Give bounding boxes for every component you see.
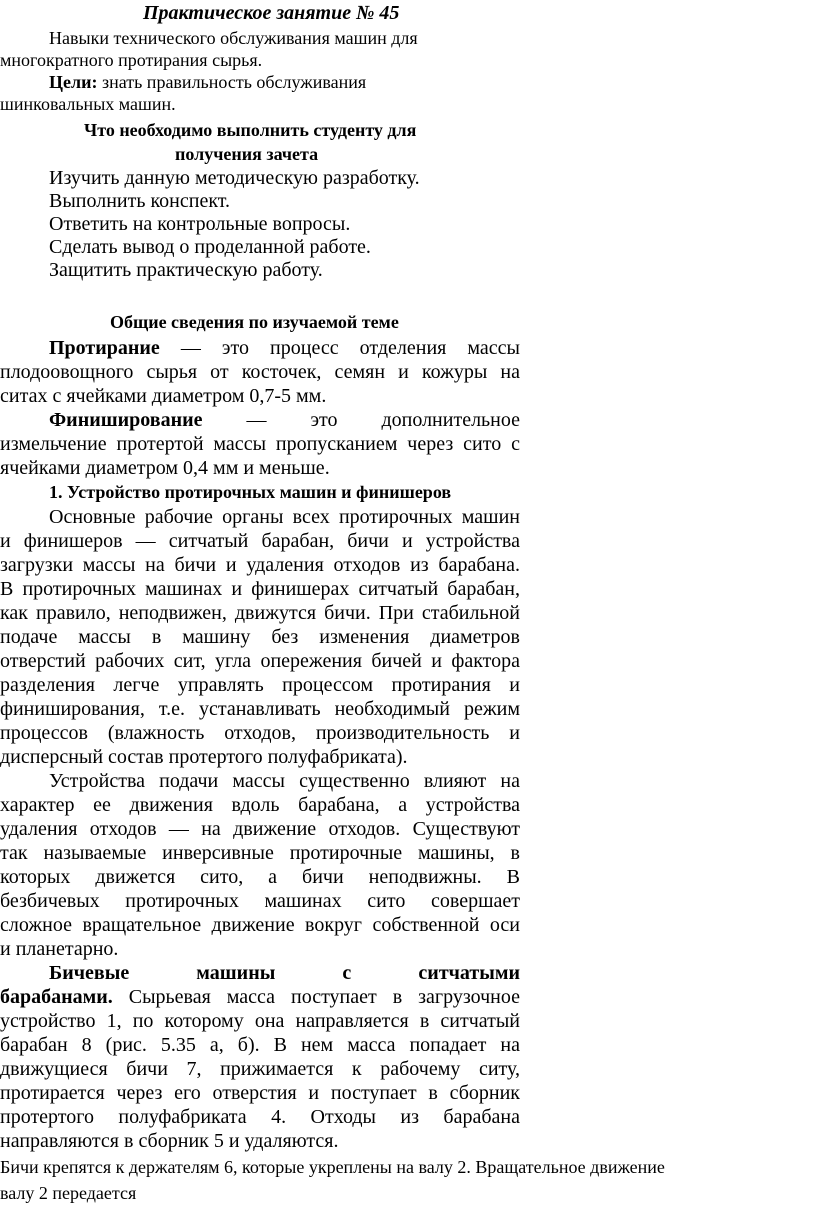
para-line: безбичевых протирочных машинах сито совершает bbox=[0, 890, 520, 912]
para-line: направляются в сборник 5 и удаляются. bbox=[0, 1130, 339, 1152]
finishing-line: ячейками диаметром 0,4 мм и меньше. bbox=[0, 457, 330, 479]
para-line: протирается через его отверстия и поступает в сборник bbox=[0, 1082, 520, 1104]
page-title: Практическое занятие № 45 bbox=[143, 2, 400, 24]
para-line: финиширования, т.е. устанавливать необходимый режим bbox=[0, 698, 520, 720]
para-line: сложное вращательное движение вокруг собственной оси bbox=[0, 914, 520, 936]
tail-line-1: Бичи крепятся к держателям 6, которые укреплены на валу 2. Вращательное движение bbox=[0, 1157, 665, 1177]
task-item: Ответить на контрольные вопросы. bbox=[49, 213, 351, 235]
goals-line-1 bbox=[49, 72, 366, 93]
rubbing-line: ситах с ячейками диаметром 0,7-5 мм. bbox=[0, 385, 327, 407]
para-line: подаче массы в машину без изменения диаметров bbox=[0, 626, 520, 648]
para-line: и планетарно. bbox=[0, 938, 119, 960]
goals-text: знать правильность обслуживания bbox=[97, 72, 367, 92]
section-1-heading: 1. Устройство протирочных машин и финишеров bbox=[49, 482, 452, 502]
topic-line-1: Навыки технического обслуживания машин для bbox=[49, 28, 418, 48]
goals-line-2: шинковальных машин. bbox=[0, 94, 176, 114]
tail-line-2: валу 2 передается bbox=[0, 1183, 137, 1203]
task-item: Выполнить конспект. bbox=[49, 190, 231, 212]
rubbing-line: плодоовощного сырья от косточек, семян и кожуры на bbox=[0, 361, 520, 383]
para-line: барабан 8 (рис. 5.35 а, б). В нем масса попадает на bbox=[0, 1034, 520, 1056]
para3-term-line-2: барабанами. bbox=[0, 986, 113, 1008]
para-line: движущиеся бичи 7, прижимается к рабочему ситу, bbox=[0, 1058, 520, 1080]
para-line: так называемые инверсивные протирочные машины, в bbox=[0, 842, 520, 864]
para-line: загрузки массы на бичи и удаления отходов из барабана. bbox=[0, 554, 520, 576]
para-line: и финишеров — ситчатый барабан, бичи и устройства bbox=[0, 530, 520, 552]
topic-line-2: многократного протирания сырья. bbox=[0, 50, 263, 70]
tasks-heading-line-1: Что необходимо выполнить студенту для bbox=[84, 120, 417, 140]
para-line: которых движется сито, а бичи неподвижны. В bbox=[0, 866, 520, 888]
task-item: Изучить данную методическую разработку. bbox=[49, 167, 420, 189]
para-line: барабанами. Сырьевая масса поступает в загрузочное bbox=[0, 986, 520, 1008]
para-line: процессов (влажность отходов, производительность и bbox=[0, 722, 520, 744]
para-line: протертого полуфабриката 4. Отходы из барабана bbox=[0, 1106, 520, 1128]
finishing-line: Финиширование — это дополнительное bbox=[49, 409, 521, 431]
tasks-heading-line-2: получения зачета bbox=[175, 144, 319, 164]
para-line: разделения легче управлять процессом протирания и bbox=[0, 674, 520, 696]
finishing-term: Финиширование bbox=[49, 409, 203, 431]
rubbing-term: Протирание bbox=[49, 337, 160, 359]
para-line: В протирочных машинах и финишерах ситчатый барабан, bbox=[0, 578, 520, 600]
task-item: Защитить практическую работу. bbox=[49, 259, 323, 281]
general-heading: Общие сведения по изучаемой теме bbox=[110, 312, 399, 332]
para-line: удаления отходов — на движение отходов. Существуют bbox=[0, 818, 520, 840]
para-line: Устройства подачи массы существенно влияют на bbox=[49, 770, 520, 792]
para-line: отверстий рабочих сит, угла опережения бичей и фактора bbox=[0, 650, 520, 672]
para-line: Основные рабочие органы всех протирочных машин bbox=[49, 506, 520, 528]
goals-label: Цели: bbox=[49, 72, 98, 92]
para-line: характер ее движения вдоль барабана, а устройства bbox=[0, 794, 520, 816]
rubbing-line: Протирание — это процесс отделения массы bbox=[49, 337, 520, 359]
para-line: как правило, неподвижен, движутся бичи. При стабильной bbox=[0, 602, 520, 624]
finishing-line: измельчение протертой массы пропусканием через сито с bbox=[0, 433, 520, 455]
task-item: Сделать вывод о проделанной работе. bbox=[49, 236, 371, 258]
para-line: устройство 1, по которому она направляется в ситчатый bbox=[0, 1010, 520, 1032]
para3-term-line-1: Бичевые машины с ситчатыми bbox=[49, 962, 520, 984]
para-line: дисперсный состав протертого полуфабриката). bbox=[0, 746, 408, 768]
